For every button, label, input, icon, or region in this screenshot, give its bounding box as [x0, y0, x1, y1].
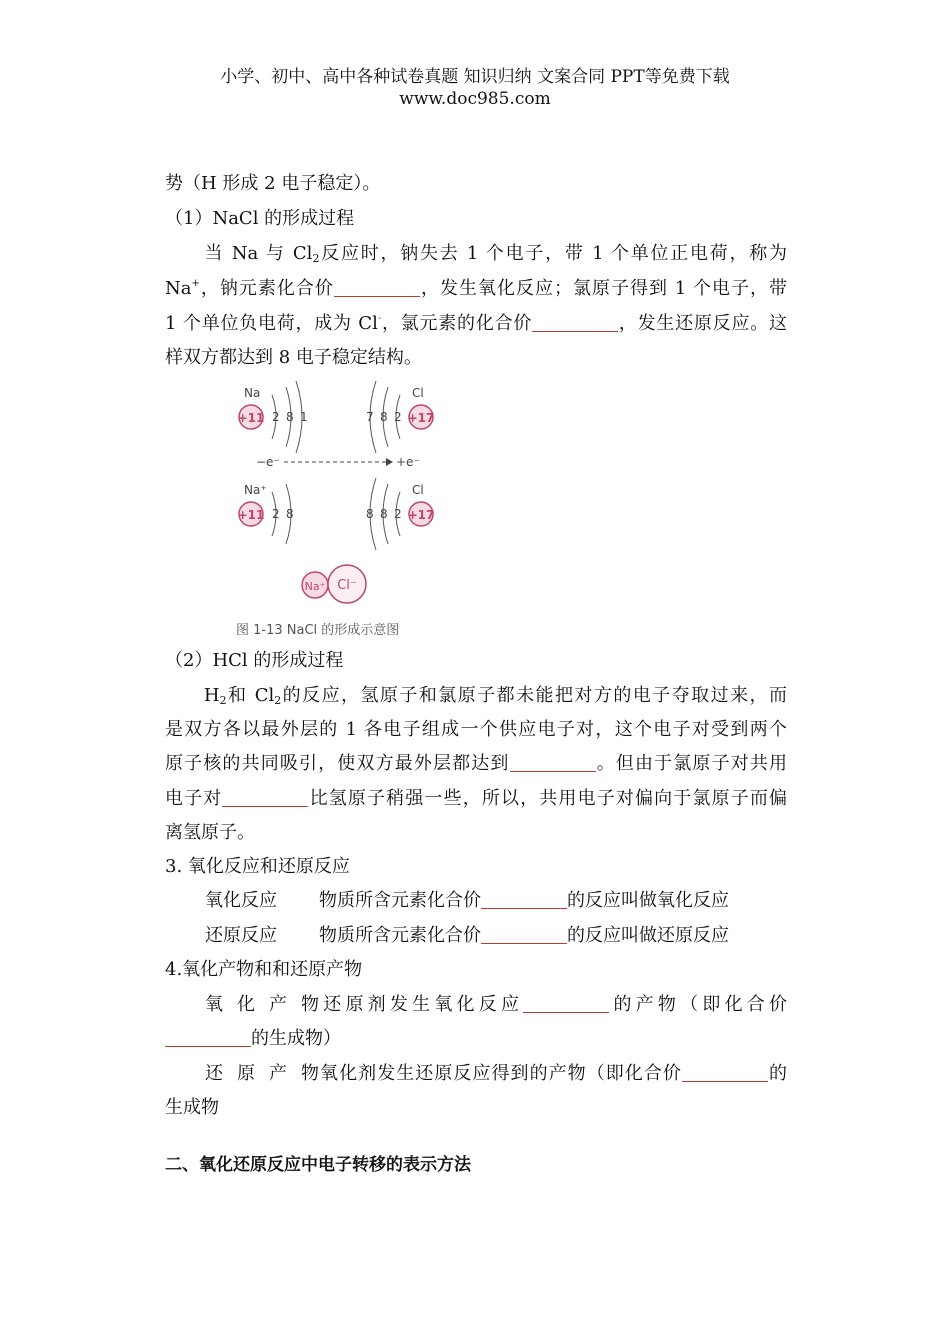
nacl-paragraph-line-1: 当 Na 与 $Cl_2$反应时，钠失去 1 个电子，带 1 个单位正电荷，称为: [204, 243, 788, 265]
na-nucleus-charge: +11: [237, 411, 265, 425]
nacl-paragraph-line-3: 1 个单位负电荷，成为 Cl-，氯元素的化合价 ，发生还原反应。这: [165, 313, 788, 334]
answer-blank[interactable]: [165, 1028, 251, 1047]
cl-ion-nucleus-charge: +17: [407, 508, 435, 522]
na-shell-2: 8: [286, 410, 294, 424]
nacl-paragraph-line-2: Na+，钠元素化合价 ，发生氧化反应；氯原子得到 1 个电子，带: [165, 278, 787, 299]
arrow-head: [386, 458, 393, 466]
na-ion-label: Na⁺: [244, 483, 267, 497]
hcl-paragraph-line-5: 离氢原子。: [165, 822, 255, 843]
answer-blank[interactable]: [510, 753, 596, 772]
cl-ion-label: Cl: [412, 483, 424, 497]
answer-blank[interactable]: [481, 925, 567, 944]
section4-row-oxidation-product-cont: 的生成物）: [165, 1027, 787, 1051]
hcl-paragraph-line-2: 是双方各以最外层的 1 各电子组成一个供应电子对，这个电子对受到两个: [165, 719, 787, 740]
hcl-paragraph-line-1: $H_2$和 $Cl_2$的反应，氢原子和氯原子都未能把对方的电子夺取过来，而: [203, 685, 787, 707]
intro-trail: 势（H 形成 2 电子稳定）。: [165, 173, 381, 194]
cl-atom-label: Cl: [412, 386, 424, 400]
cl-ion-sphere-label: Cl⁻: [337, 578, 357, 593]
section3-heading: 3. 氧化反应和还原反应: [165, 856, 350, 877]
na-shell-3: 1: [300, 410, 308, 424]
cl-nucleus-charge: +17: [407, 411, 435, 425]
hcl-heading: （2）HCl 的形成过程: [165, 650, 344, 671]
cl-ion-shell-2: 8: [380, 507, 388, 521]
na-ion-shell-2: 8: [286, 507, 294, 521]
answer-blank[interactable]: [532, 313, 618, 332]
nacl-formation-diagram: [228, 378, 458, 618]
answer-blank[interactable]: [334, 278, 420, 297]
nacl-paragraph-line-4: 样双方都达到 8 电子稳定结构。: [165, 347, 422, 368]
section-two-heading: 二、氧化还原反应中电子转移的表示方法: [165, 1155, 471, 1175]
hcl-paragraph-line-3: 原子核的共同吸引，使双方最外层都达到 。但由于氯原子对共用: [165, 753, 788, 774]
section4-row-reduction-product: 还原产物氧化剂发生还原反应得到的产物（即化合价 的: [205, 1063, 788, 1084]
section3-row-oxidation: 氧化反应 物质所含元素化合价 的反应叫做氧化反应: [205, 890, 729, 911]
cl-ion-shell-1: 8: [366, 507, 374, 521]
site-header-title: 小学、初中、高中各种试卷真题 知识归纳 文案合同 PPT等免费下载: [220, 67, 730, 87]
cl-shell-3: 2: [394, 410, 402, 424]
electron-loss-label: −e⁻: [256, 455, 280, 469]
na-ion-nucleus-charge: +11: [237, 508, 265, 522]
section3-row-reduction: 还原反应 物质所含元素化合价 的反应叫做还原反应: [205, 925, 729, 946]
answer-blank[interactable]: [523, 994, 609, 1013]
na-shell-1: 2: [272, 410, 280, 424]
cl-shell-1: 7: [366, 410, 374, 424]
answer-blank[interactable]: [682, 1063, 768, 1082]
electron-gain-label: +e⁻: [396, 455, 420, 469]
nacl-heading: （1）NaCl 的形成过程: [165, 208, 355, 229]
section4-heading: 4.氧化产物和和还原产物: [165, 959, 363, 980]
na-ion-sphere-label: Na⁺: [304, 580, 326, 593]
section4-row-reduction-product-cont: 生成物: [165, 1097, 219, 1118]
answer-blank[interactable]: [222, 788, 308, 807]
cl-ion-shell-3: 2: [394, 507, 402, 521]
cl-shell-2: 8: [380, 410, 388, 424]
hcl-paragraph-line-4: 电子对 比氢原子稍强一些，所以，共用电子对偏向于氯原子而偏: [165, 788, 788, 809]
site-header-url: www.doc985.com: [399, 89, 551, 109]
answer-blank[interactable]: [481, 890, 567, 909]
na-ion-shell-1: 2: [272, 507, 280, 521]
na-atom-label: Na: [244, 386, 261, 400]
figure-caption: 图 1-13 NaCl 的形成示意图: [236, 623, 400, 638]
section4-row-oxidation-product: 氧化产物还原剂发生氧化反应 的产物（即化合价: [205, 994, 788, 1015]
